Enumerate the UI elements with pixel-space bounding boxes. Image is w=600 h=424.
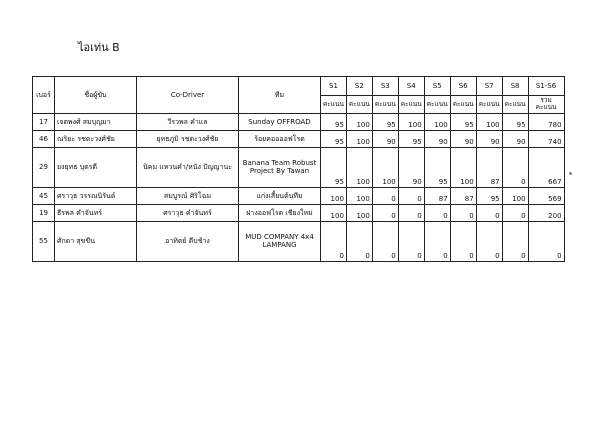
- cell-total: 780: [528, 113, 564, 130]
- score-label: คะแนน: [450, 96, 476, 114]
- cell-score: 90: [424, 130, 450, 147]
- cell-score: 95: [424, 147, 450, 187]
- cell-score: 95: [321, 147, 347, 187]
- cell-driver: ยงยุทธ บุตรดี: [55, 147, 137, 187]
- cell-score: 0: [450, 204, 476, 221]
- cell-total: 740: [528, 130, 564, 147]
- cell-score: 90: [476, 130, 502, 147]
- col-header-s5: S5: [424, 77, 450, 96]
- cell-score: 100: [476, 113, 502, 130]
- table-row: [33, 147, 565, 187]
- col-header-no: เบอร์: [33, 77, 55, 114]
- header-row: [33, 77, 565, 96]
- cell-score: 100: [321, 204, 347, 221]
- cell-score: 0: [372, 187, 398, 204]
- cell-score: 0: [502, 204, 528, 221]
- cell-codriver: นิคม แหวนคำ/หนัง ปัญญานะ: [137, 147, 239, 187]
- table-row: [33, 187, 565, 204]
- cell-score: 87: [450, 187, 476, 204]
- cell-team: Sunday OFFROAD: [239, 113, 321, 130]
- cell-score: 0: [398, 221, 424, 261]
- cell-score: 95: [398, 130, 424, 147]
- score-label: คะแนน: [372, 96, 398, 114]
- table-row: [33, 221, 565, 261]
- table-row: [33, 204, 565, 221]
- cell-team: MUD COMPANY 4x4 LAMPANG: [239, 221, 321, 261]
- col-header-s1: S1: [321, 77, 347, 96]
- cell-score: 0: [450, 221, 476, 261]
- cell-score: 0: [372, 204, 398, 221]
- results-table: [32, 76, 565, 262]
- col-header-driver: ชื่อผู้ขับ: [55, 77, 137, 114]
- score-label: คะแนน: [476, 96, 502, 114]
- page-title: ไอเท่น B: [78, 41, 120, 54]
- cell-score: 0: [321, 221, 347, 261]
- cell-codriver: ศราวุธ คำจันทร์: [137, 204, 239, 221]
- cell-score: 0: [424, 221, 450, 261]
- cell-no: 17: [33, 113, 55, 130]
- cell-score: 100: [346, 130, 372, 147]
- cell-driver: ศักดา สุขขีน: [55, 221, 137, 261]
- cell-score: 0: [372, 221, 398, 261]
- table-row: [33, 130, 565, 147]
- col-header-s3: S3: [372, 77, 398, 96]
- cell-score: 0: [398, 187, 424, 204]
- cell-score: 95: [321, 130, 347, 147]
- table-row: [33, 113, 565, 130]
- cell-score: 90: [450, 130, 476, 147]
- cell-score: 100: [424, 113, 450, 130]
- cell-score: 95: [450, 113, 476, 130]
- cell-score: 0: [476, 221, 502, 261]
- cell-codriver: วีรวพล คำแล: [137, 113, 239, 130]
- score-label: คะแนน: [321, 96, 347, 114]
- score-label: คะแนน: [502, 96, 528, 114]
- cell-score: 95: [372, 113, 398, 130]
- cell-score: 0: [424, 204, 450, 221]
- cell-score: 87: [424, 187, 450, 204]
- cell-score: 0: [502, 221, 528, 261]
- score-label: คะแนน: [424, 96, 450, 114]
- score-label: คะแนน: [346, 96, 372, 114]
- scan-speck: [569, 172, 572, 175]
- cell-total: 200: [528, 204, 564, 221]
- cell-no: 29: [33, 147, 55, 187]
- cell-score: 100: [450, 147, 476, 187]
- cell-score: 100: [372, 147, 398, 187]
- cell-total: 0: [528, 221, 564, 261]
- cell-total: 667: [528, 147, 564, 187]
- total-label: รวมคะแนน: [528, 96, 564, 114]
- cell-driver: ธีรพล คำจันทร์: [55, 204, 137, 221]
- cell-score: 95: [476, 187, 502, 204]
- col-header-total: S1-S6: [528, 77, 564, 96]
- cell-score: 87: [476, 147, 502, 187]
- cell-driver: ณริยะ รชตะวงศ์ชัย: [55, 130, 137, 147]
- score-label: คะแนน: [398, 96, 424, 114]
- cell-score: 0: [398, 204, 424, 221]
- cell-score: 100: [346, 204, 372, 221]
- cell-no: 45: [33, 187, 55, 204]
- cell-score: 90: [398, 147, 424, 187]
- cell-total: 569: [528, 187, 564, 204]
- cell-score: 100: [321, 187, 347, 204]
- col-header-s6: S6: [450, 77, 476, 96]
- cell-team: แก่งเสี้ยนต้นทีม: [239, 187, 321, 204]
- col-header-codriver: Co-Driver: [137, 77, 239, 114]
- cell-team: Banana Team Robust Project By Tawan: [239, 147, 321, 187]
- cell-driver: ศราวุธ วรรณนิรันด์: [55, 187, 137, 204]
- cell-score: 0: [476, 204, 502, 221]
- cell-no: 19: [33, 204, 55, 221]
- col-header-s7: S7: [476, 77, 502, 96]
- col-header-s2: S2: [346, 77, 372, 96]
- cell-codriver: อาทิตย์ ดีบช้าง: [137, 221, 239, 261]
- cell-score: 100: [346, 113, 372, 130]
- cell-codriver: สมบูรณ์ ศิริโฉม: [137, 187, 239, 204]
- col-header-s8: S8: [502, 77, 528, 96]
- col-header-s4: S4: [398, 77, 424, 96]
- cell-codriver: ยุทธภูมิ รชตะวงศ์ชัย: [137, 130, 239, 147]
- cell-score: 95: [321, 113, 347, 130]
- cell-driver: เจตพงศ์ สมบุญมา: [55, 113, 137, 130]
- cell-team: ฝางออฟโรด เชียงใหม่: [239, 204, 321, 221]
- cell-team: ร้อยคออออฟโรด: [239, 130, 321, 147]
- cell-score: 100: [346, 147, 372, 187]
- cell-no: 46: [33, 130, 55, 147]
- cell-score: 100: [398, 113, 424, 130]
- col-header-team: ทีม: [239, 77, 321, 114]
- cell-score: 90: [372, 130, 398, 147]
- cell-score: 95: [502, 113, 528, 130]
- cell-no: 55: [33, 221, 55, 261]
- cell-score: 100: [346, 187, 372, 204]
- cell-score: 100: [502, 187, 528, 204]
- cell-score: 0: [346, 221, 372, 261]
- cell-score: 0: [502, 147, 528, 187]
- cell-score: 90: [502, 130, 528, 147]
